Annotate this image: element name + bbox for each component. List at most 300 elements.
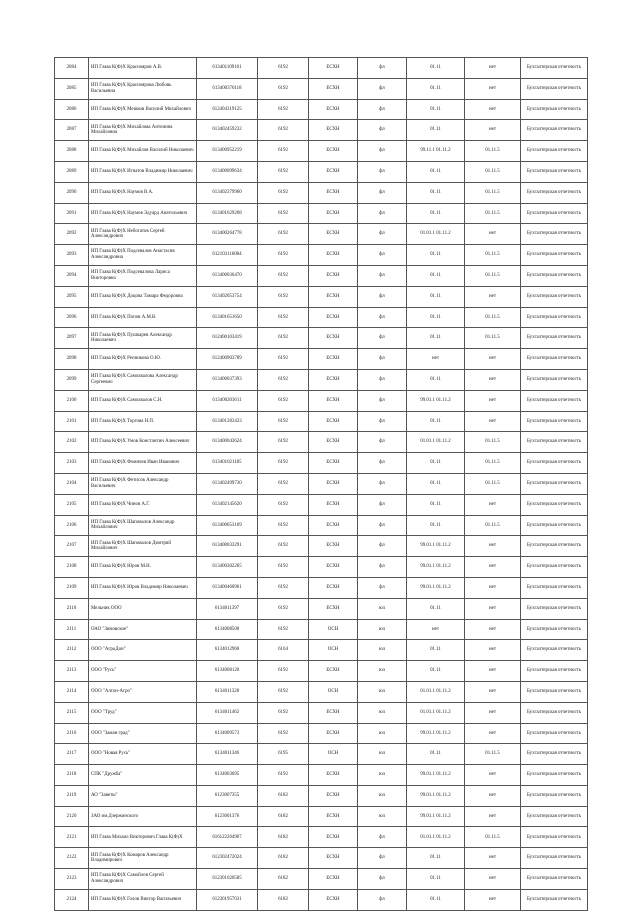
entity-type-cell: юл — [358, 661, 407, 682]
inn-number-cell: 613400099634 — [197, 161, 258, 182]
secondary-code-cell: 01.11.5 — [465, 744, 521, 765]
inspection-code-cell: 6192 — [258, 203, 309, 224]
organization-name-cell: ИП Глава К(Ф)Х Фомичев Иван Иванович — [89, 453, 197, 474]
report-type-cell: Бухгалтерская отчетность — [521, 411, 588, 432]
report-type-cell: Бухгалтерская отчетность — [521, 473, 588, 494]
inn-number-cell: 612404319125 — [197, 99, 258, 120]
okved-code-cell: 01.11 — [407, 265, 465, 286]
report-type-cell: Бухгалтерская отчетность — [521, 224, 588, 245]
report-type-cell: Бухгалтерская отчетность — [521, 557, 588, 578]
organization-name-cell: СПК "Дружба" — [89, 765, 197, 786]
report-type-cell: Бухгалтерская отчетность — [521, 536, 588, 557]
report-type-cell: Бухгалтерская отчетность — [521, 577, 588, 598]
report-type-cell: Бухгалтерская отчетность — [521, 286, 588, 307]
okved-code-cell: 01.11 — [407, 661, 465, 682]
secondary-code-cell: нет — [465, 785, 521, 806]
table-row — [55, 328, 588, 349]
entity-type-cell: фл — [358, 245, 407, 266]
tax-regime-cell: ЕСХН — [309, 58, 358, 79]
report-type-cell: Бухгалтерская отчетность — [521, 744, 588, 765]
okved-code-cell: 01.01.1 01.11.2 — [407, 702, 465, 723]
secondary-code-cell: 01.11.5 — [465, 473, 521, 494]
okved-code-cell: 99.01.1 01.11.2 — [407, 390, 465, 411]
inn-number-cell: 6134011328 — [197, 681, 258, 702]
row-number-cell: 2110 — [55, 598, 89, 619]
organization-name-cell: ИП Глава К(Ф)Х Самохвалова Александр Сергеевич — [89, 369, 197, 390]
secondary-code-cell: 01.11.5 — [465, 265, 521, 286]
inspection-code-cell: 6182 — [258, 827, 309, 848]
entity-type-cell: юл — [358, 785, 407, 806]
table-row — [55, 785, 588, 806]
table-row — [55, 99, 588, 120]
organization-name-cell: ООО "Русь" — [89, 661, 197, 682]
tax-regime-cell: ЕСХН — [309, 99, 358, 120]
report-type-cell: Бухгалтерская отчетность — [521, 806, 588, 827]
inn-number-cell: 6134012960 — [197, 640, 258, 661]
table-row — [55, 744, 588, 765]
table-row — [55, 349, 588, 370]
table-row — [55, 161, 588, 182]
inn-number-cell: 6134009573 — [197, 723, 258, 744]
row-number-cell: 2086 — [55, 99, 89, 120]
table-row — [55, 681, 588, 702]
inspection-code-cell: 6192 — [258, 99, 309, 120]
secondary-code-cell: 01.11.5 — [465, 245, 521, 266]
report-type-cell: Бухгалтерская отчетность — [521, 702, 588, 723]
secondary-code-cell: 01.11.5 — [465, 328, 521, 349]
tax-regime-cell: ОСН — [309, 744, 358, 765]
tax-regime-cell: ЕСХН — [309, 328, 358, 349]
inspection-code-cell: 6192 — [258, 661, 309, 682]
row-number-cell: 2093 — [55, 245, 89, 266]
organization-name-cell: ИП Глава К(Ф)Х Наумов Эдуард Анатольевич — [89, 203, 197, 224]
organization-name-cell: ИП Глава К(Ф)Х Небогатов Сергей Александрович — [89, 224, 197, 245]
secondary-code-cell: нет — [465, 598, 521, 619]
okved-code-cell: 01.01.1 01.11.2 — [407, 827, 465, 848]
table-row — [55, 848, 588, 869]
entity-type-cell: юл — [358, 681, 407, 702]
okved-code-cell: 01.11 — [407, 744, 465, 765]
secondary-code-cell: 01.11.5 — [465, 182, 521, 203]
row-number-cell: 2121 — [55, 827, 89, 848]
inspection-code-cell: 6192 — [258, 245, 309, 266]
row-number-cell: 2123 — [55, 869, 89, 890]
inn-number-cell: 6134008120 — [197, 661, 258, 682]
inspection-code-cell: 6192 — [258, 328, 309, 349]
row-number-cell: 2090 — [55, 182, 89, 203]
report-type-cell: Бухгалтерская отчетность — [521, 432, 588, 453]
tax-regime-cell: ЕСХН — [309, 702, 358, 723]
secondary-code-cell: нет — [465, 723, 521, 744]
report-type-cell: Бухгалтерская отчетность — [521, 369, 588, 390]
inn-number-cell: 613400043624 — [197, 432, 258, 453]
inn-number-cell: 613402145620 — [197, 494, 258, 515]
table-row — [55, 411, 588, 432]
table-row — [55, 245, 588, 266]
entity-type-cell: фл — [358, 473, 407, 494]
okved-code-cell: 99.01.1 01.11.2 — [407, 765, 465, 786]
inn-number-cell: 613400036470 — [197, 265, 258, 286]
organization-name-cell: ООО "Новая Русь" — [89, 744, 197, 765]
report-type-cell: Бухгалтерская отчетность — [521, 640, 588, 661]
organization-name-cell: ИП Глава К(Ф)Х Комаров Александр Владимирович — [89, 848, 197, 869]
tax-regime-cell: ЕСХН — [309, 224, 358, 245]
table-row — [55, 390, 588, 411]
tax-regime-cell: ЕСХН — [309, 349, 358, 370]
tax-regime-cell: ЕСХН — [309, 806, 358, 827]
inspection-code-cell: 6182 — [258, 869, 309, 890]
row-number-cell: 2099 — [55, 369, 89, 390]
row-number-cell: 2119 — [55, 785, 89, 806]
table-row — [55, 536, 588, 557]
entity-type-cell: фл — [358, 78, 407, 99]
table-row — [55, 453, 588, 474]
inspection-code-cell: 6182 — [258, 785, 309, 806]
report-type-cell: Бухгалтерская отчетность — [521, 889, 588, 910]
tax-regime-cell: ЕСХН — [309, 785, 358, 806]
row-number-cell: 2117 — [55, 744, 89, 765]
organization-name-cell: ИП Глава К(Ф)Х Чинов А.Г. — [89, 494, 197, 515]
row-number-cell: 2092 — [55, 224, 89, 245]
entity-type-cell: фл — [358, 432, 407, 453]
table-body — [55, 58, 588, 911]
table-row — [55, 473, 588, 494]
tax-regime-cell: ЕСХН — [309, 182, 358, 203]
inspection-code-cell: 6182 — [258, 806, 309, 827]
inn-number-cell: 613400037393 — [197, 369, 258, 390]
inspection-code-cell: 6192 — [258, 681, 309, 702]
table-row — [55, 141, 588, 162]
inn-number-cell: 612302472024 — [197, 848, 258, 869]
row-number-cell: 2109 — [55, 577, 89, 598]
inn-number-cell: 6134011346 — [197, 744, 258, 765]
entity-type-cell: юл — [358, 744, 407, 765]
inspection-code-cell: 6192 — [258, 307, 309, 328]
row-number-cell: 2113 — [55, 661, 89, 682]
row-number-cell: 2085 — [55, 78, 89, 99]
okved-code-cell: 99.01.1 01.11.2 — [407, 785, 465, 806]
okved-code-cell: 01.11 — [407, 369, 465, 390]
entity-type-cell: фл — [358, 286, 407, 307]
inspection-code-cell: 6192 — [258, 141, 309, 162]
row-number-cell: 2094 — [55, 265, 89, 286]
inn-number-cell: 612301957031 — [197, 889, 258, 910]
report-type-cell: Бухгалтерская отчетность — [521, 619, 588, 640]
organization-name-cell: ИП Глава К(Ф)Х Доцова Тамара Федоровна — [89, 286, 197, 307]
entity-type-cell: юл — [358, 640, 407, 661]
tax-regime-cell: ЕСХН — [309, 78, 358, 99]
okved-code-cell: 99.01.1 01.11.2 — [407, 806, 465, 827]
report-type-cell: Бухгалтерская отчетность — [521, 141, 588, 162]
okved-code-cell: 01.01.1 01.11.2 — [407, 681, 465, 702]
secondary-code-cell: нет — [465, 681, 521, 702]
report-type-cell: Бухгалтерская отчетность — [521, 182, 588, 203]
secondary-code-cell: нет — [465, 536, 521, 557]
entity-type-cell: фл — [358, 161, 407, 182]
organization-name-cell: ИП Глава К(Ф)Х Репникова О.Ю. — [89, 349, 197, 370]
inspection-code-cell: 6192 — [258, 286, 309, 307]
entity-type-cell: юл — [358, 598, 407, 619]
row-number-cell: 2111 — [55, 619, 89, 640]
secondary-code-cell: нет — [465, 557, 521, 578]
report-type-cell: Бухгалтерская отчетность — [521, 869, 588, 890]
inn-number-cell: 616122264967 — [197, 827, 258, 848]
entity-type-cell: юл — [358, 765, 407, 786]
inspection-code-cell: 6192 — [258, 494, 309, 515]
entity-type-cell: фл — [358, 515, 407, 536]
organization-name-cell: ИП Глава К(Ф)Х Пушкарев Александр Николаевич — [89, 328, 197, 349]
organization-name-cell: ИП Глава К(Ф)Х Самохвалов С.Н. — [89, 390, 197, 411]
row-number-cell: 2091 — [55, 203, 89, 224]
inspection-code-cell: 6192 — [258, 432, 309, 453]
inn-number-cell: 612400103419 — [197, 328, 258, 349]
tax-regime-cell: ЕСХН — [309, 577, 358, 598]
entity-type-cell: фл — [358, 307, 407, 328]
report-type-cell: Бухгалтерская отчетность — [521, 120, 588, 141]
inspection-code-cell: 6192 — [258, 120, 309, 141]
organization-name-cell: ИП Глава Михаил Викторович Глава К(Ф)Х — [89, 827, 197, 848]
inn-number-cell: 613401651650 — [197, 307, 258, 328]
secondary-code-cell: нет — [465, 869, 521, 890]
okved-code-cell: 01.11 — [407, 120, 465, 141]
report-type-cell: Бухгалтерская отчетность — [521, 349, 588, 370]
secondary-code-cell: нет — [465, 848, 521, 869]
entity-type-cell: фл — [358, 58, 407, 79]
entity-type-cell: фл — [358, 120, 407, 141]
table-row — [55, 182, 588, 203]
organization-name-cell: ИП Глава К(Ф)Х Красноярова Любовь Васильевна — [89, 78, 197, 99]
secondary-code-cell: 01.11.5 — [465, 161, 521, 182]
okved-code-cell: 01.11 — [407, 182, 465, 203]
tax-regime-cell: ЕСХН — [309, 494, 358, 515]
tax-regime-cell: ЕСХН — [309, 515, 358, 536]
row-number-cell: 2108 — [55, 557, 89, 578]
inspection-code-cell: 6192 — [258, 453, 309, 474]
row-number-cell: 2116 — [55, 723, 89, 744]
okved-code-cell: 01.11 — [407, 58, 465, 79]
okved-code-cell: 01.11 — [407, 307, 465, 328]
organization-name-cell: ООО "Алтон-Агро" — [89, 681, 197, 702]
tax-regime-cell: ЕСХН — [309, 869, 358, 890]
row-number-cell: 2104 — [55, 473, 89, 494]
report-type-cell: Бухгалтерская отчетность — [521, 99, 588, 120]
inn-number-cell: 613400460961 — [197, 577, 258, 598]
entity-type-cell: фл — [358, 99, 407, 120]
table-row — [55, 557, 588, 578]
okved-code-cell: 01.11 — [407, 889, 465, 910]
row-number-cell: 2098 — [55, 349, 89, 370]
table-row — [55, 640, 588, 661]
report-type-cell: Бухгалтерская отчетность — [521, 785, 588, 806]
entity-type-cell: юл — [358, 619, 407, 640]
table-row — [55, 494, 588, 515]
entity-type-cell: фл — [358, 889, 407, 910]
report-type-cell: Бухгалтерская отчетность — [521, 245, 588, 266]
secondary-code-cell: нет — [465, 765, 521, 786]
report-type-cell: Бухгалтерская отчетность — [521, 307, 588, 328]
tax-regime-cell: ЕСХН — [309, 411, 358, 432]
okved-code-cell: 01.11 — [407, 286, 465, 307]
tax-regime-cell: ЕСХН — [309, 889, 358, 910]
organization-name-cell: ИП Глава К(Ф)Х Игнатов Владимир Николаевич — [89, 161, 197, 182]
tax-regime-cell: ОСН — [309, 681, 358, 702]
table-row — [55, 58, 588, 79]
row-number-cell: 2102 — [55, 432, 89, 453]
tax-regime-cell: ЕСХН — [309, 536, 358, 557]
tax-regime-cell: ОСН — [309, 619, 358, 640]
okved-code-cell: 01.11 — [407, 473, 465, 494]
inspection-code-cell: 6192 — [258, 390, 309, 411]
inn-number-cell: 613401021185 — [197, 453, 258, 474]
secondary-code-cell: нет — [465, 889, 521, 910]
entity-type-cell: юл — [358, 723, 407, 744]
tax-regime-cell: ЕСХН — [309, 473, 358, 494]
entity-type-cell: фл — [358, 869, 407, 890]
row-number-cell: 2107 — [55, 536, 89, 557]
entity-type-cell: фл — [358, 827, 407, 848]
row-number-cell: 2124 — [55, 889, 89, 910]
entity-type-cell: фл — [358, 557, 407, 578]
inn-number-cell: 613400376118 — [197, 78, 258, 99]
entity-type-cell: юл — [358, 702, 407, 723]
secondary-code-cell: 01.11.5 — [465, 307, 521, 328]
organization-name-cell: ООО "Труд" — [89, 702, 197, 723]
inspection-code-cell: 6192 — [258, 369, 309, 390]
inn-number-cell: 6134011397 — [197, 598, 258, 619]
secondary-code-cell: нет — [465, 702, 521, 723]
inspection-code-cell: 6192 — [258, 473, 309, 494]
secondary-code-cell: нет — [465, 99, 521, 120]
organization-name-cell: ИП Глава К(Ф)Х Шаповалов Дмитрий Михайлович — [89, 536, 197, 557]
okved-code-cell: нет — [407, 619, 465, 640]
row-number-cell: 2120 — [55, 806, 89, 827]
inn-number-cell: 613402499730 — [197, 473, 258, 494]
entity-type-cell: фл — [358, 848, 407, 869]
inspection-code-cell: 6192 — [258, 265, 309, 286]
inspection-code-cell: 6182 — [258, 889, 309, 910]
table-row — [55, 889, 588, 910]
okved-code-cell: 01.11 — [407, 848, 465, 869]
okved-code-cell: 01.11 — [407, 203, 465, 224]
inspection-code-cell: 6192 — [258, 598, 309, 619]
table-row — [55, 432, 588, 453]
okved-code-cell: 01.01.1 01.11.2 — [407, 432, 465, 453]
entity-type-cell: фл — [358, 328, 407, 349]
okved-code-cell: 01.01.1 01.11.2 — [407, 224, 465, 245]
secondary-code-cell: 01.11.5 — [465, 432, 521, 453]
secondary-code-cell: 01.11.5 — [465, 453, 521, 474]
okved-code-cell: 01.11 — [407, 245, 465, 266]
organization-name-cell: ЗАО им.Дзержинского — [89, 806, 197, 827]
report-type-cell: Бухгалтерская отчетность — [521, 848, 588, 869]
table-row — [55, 224, 588, 245]
report-type-cell: Бухгалтерская отчетность — [521, 661, 588, 682]
inn-number-cell: 612400903789 — [197, 349, 258, 370]
table-row — [55, 120, 588, 141]
organization-name-cell: ИП Глава К(Ф)Х Самойлов Сергей Александрович — [89, 869, 197, 890]
report-type-cell: Бухгалтерская отчетность — [521, 265, 588, 286]
okved-code-cell: 01.11 — [407, 515, 465, 536]
secondary-code-cell: 01.11.5 — [465, 141, 521, 162]
table-row — [55, 78, 588, 99]
table-row — [55, 827, 588, 848]
inspection-code-cell: 6192 — [258, 78, 309, 99]
organization-name-cell: ОАО "Зимовское" — [89, 619, 197, 640]
row-number-cell: 2103 — [55, 453, 89, 474]
table-row — [55, 265, 588, 286]
row-number-cell: 2096 — [55, 307, 89, 328]
table-row — [55, 369, 588, 390]
entity-type-cell: фл — [358, 411, 407, 432]
entity-type-cell: фл — [358, 453, 407, 474]
report-type-cell: Бухгалтерская отчетность — [521, 78, 588, 99]
inn-number-cell: 613401629268 — [197, 203, 258, 224]
tax-regime-cell: ЕСХН — [309, 598, 358, 619]
tax-regime-cell: ЕСХН — [309, 265, 358, 286]
secondary-code-cell: нет — [465, 286, 521, 307]
inn-number-cell: 613400302265 — [197, 557, 258, 578]
organization-name-cell: ИП Глава К(Ф)Х Юров М.Н. — [89, 557, 197, 578]
inn-number-cell: 613401109161 — [197, 58, 258, 79]
report-type-cell: Бухгалтерская отчетность — [521, 515, 588, 536]
okved-code-cell: 01.11 — [407, 411, 465, 432]
entity-type-cell: фл — [358, 349, 407, 370]
inspection-code-cell: 6192 — [258, 557, 309, 578]
inn-number-cell: 6134008500 — [197, 619, 258, 640]
organization-name-cell: ООО "Заман град" — [89, 723, 197, 744]
inspection-code-cell: 6182 — [258, 848, 309, 869]
row-number-cell: 2088 — [55, 141, 89, 162]
secondary-code-cell: нет — [465, 369, 521, 390]
secondary-code-cell: 01.11.5 — [465, 827, 521, 848]
tax-regime-cell: ЕСХН — [309, 453, 358, 474]
report-type-cell: Бухгалтерская отчетность — [521, 161, 588, 182]
inn-number-cell: 613400653169 — [197, 515, 258, 536]
tax-regime-cell: ЕСХН — [309, 203, 358, 224]
organization-name-cell: ИП Глава К(Ф)Х Наумов В.А. — [89, 182, 197, 203]
report-type-cell: Бухгалтерская отчетность — [521, 203, 588, 224]
organization-name-cell: ИП Глава К(Ф)Х Шаповалов Александр Михайлович — [89, 515, 197, 536]
row-number-cell: 2089 — [55, 161, 89, 182]
inspection-code-cell: 6192 — [258, 536, 309, 557]
row-number-cell: 2118 — [55, 765, 89, 786]
report-type-cell: Бухгалтерская отчетность — [521, 453, 588, 474]
table-row — [55, 806, 588, 827]
secondary-code-cell: нет — [465, 349, 521, 370]
inspection-code-cell: 6192 — [258, 58, 309, 79]
table-row — [55, 203, 588, 224]
entity-type-cell: фл — [358, 224, 407, 245]
tax-regime-cell: ЕСХН — [309, 827, 358, 848]
report-type-cell: Бухгалтерская отчетность — [521, 681, 588, 702]
inspection-code-cell: 6192 — [258, 765, 309, 786]
secondary-code-cell: нет — [465, 640, 521, 661]
secondary-code-cell: нет — [465, 390, 521, 411]
tax-regime-cell: ЕСХН — [309, 120, 358, 141]
row-number-cell: 2122 — [55, 848, 89, 869]
inn-number-cell: 613400264778 — [197, 224, 258, 245]
okved-code-cell: 99.01.1 01.11.2 — [407, 536, 465, 557]
secondary-code-cell: 01.11.5 — [465, 515, 521, 536]
organization-name-cell: ИП Глава К(Ф)Х Попов А.М.В. — [89, 307, 197, 328]
tax-regime-cell: ЕСХН — [309, 245, 358, 266]
secondary-code-cell: нет — [465, 494, 521, 515]
table-row — [55, 702, 588, 723]
inn-number-cell: 6123001376 — [197, 806, 258, 827]
organization-name-cell: ИП Глава К(Ф)Х Мешков Василий Михайлович — [89, 99, 197, 120]
okved-code-cell: 01.11 — [407, 640, 465, 661]
secondary-code-cell: нет — [465, 661, 521, 682]
